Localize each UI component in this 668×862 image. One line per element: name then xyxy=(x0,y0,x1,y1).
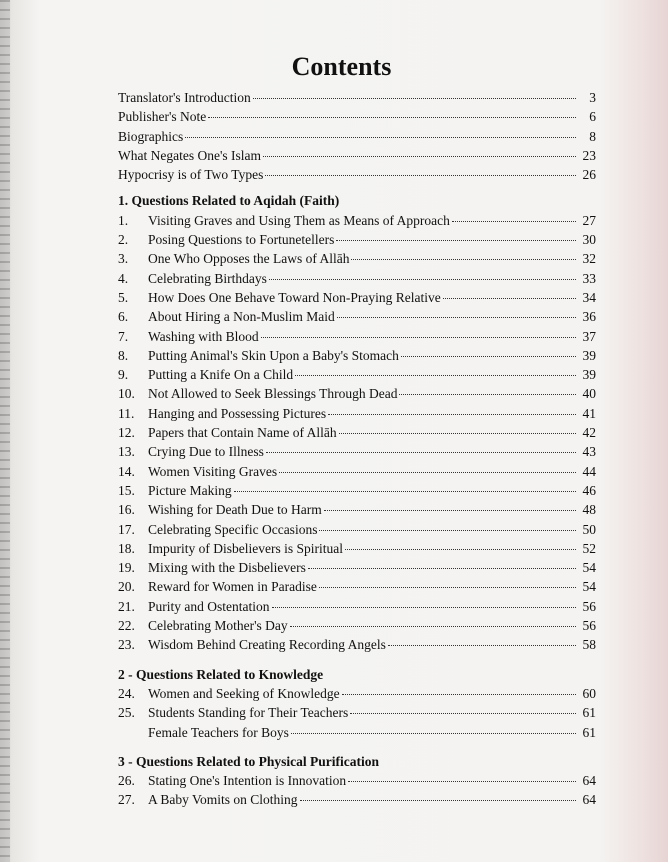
entry-title: Female Teachers for Boys xyxy=(148,724,289,740)
toc-entry xyxy=(118,288,596,307)
entry-number: 3. xyxy=(118,251,129,267)
entry-number: 25. xyxy=(118,705,135,721)
entry-title: Mixing with the Disbelievers xyxy=(148,560,306,576)
entry-title: Washing with Blood xyxy=(148,328,259,344)
dot-leader xyxy=(266,452,576,453)
dot-leader xyxy=(452,221,576,222)
entry-title: Putting a Knife On a Child xyxy=(148,367,294,383)
toc-entry xyxy=(118,327,596,346)
section-gap xyxy=(118,655,596,665)
entry-number: 26. xyxy=(118,773,135,789)
toc-entry xyxy=(118,462,596,481)
entry-title: A Baby Vomits on Clothing xyxy=(148,792,298,808)
dot-leader xyxy=(185,137,576,138)
page-number: 37 xyxy=(582,328,596,344)
page-number: 46 xyxy=(582,482,596,498)
entry-number: 9. xyxy=(118,367,129,383)
entry-number: 15. xyxy=(118,482,135,498)
dot-leader xyxy=(265,175,576,176)
entry-title: Papers that Contain Name of Allāh xyxy=(148,425,337,441)
dot-leader xyxy=(290,626,576,627)
toc-entry xyxy=(118,500,596,519)
entry-number: 2. xyxy=(118,232,129,248)
entry-title: Women Visiting Graves xyxy=(148,463,278,479)
entry-number: 11. xyxy=(118,405,135,421)
entry-number: 8. xyxy=(118,347,129,363)
entry-number: 20. xyxy=(118,579,135,595)
page-number: 44 xyxy=(582,463,596,479)
toc-entry xyxy=(118,423,596,442)
toc-entry xyxy=(118,365,596,384)
entry-title: Purity and Ostentation xyxy=(148,598,270,614)
toc-entry xyxy=(118,269,596,288)
entry-title: About Hiring a Non-Muslim Maid xyxy=(148,309,335,325)
page-number: 39 xyxy=(582,367,596,383)
dot-leader xyxy=(261,337,576,338)
page-number: 56 xyxy=(582,618,596,634)
entry-title: Translator's Introduction xyxy=(118,90,251,105)
toc-entry xyxy=(118,577,596,596)
entry-number: 17. xyxy=(118,521,135,537)
dot-leader xyxy=(253,98,576,99)
entry-title: Reward for Women in Paradise xyxy=(148,579,317,595)
dot-leader xyxy=(339,433,576,434)
dot-leader xyxy=(319,530,576,531)
page-number: 64 xyxy=(582,792,596,808)
page-number: 36 xyxy=(582,309,596,325)
entry-title: Wishing for Death Due to Harm xyxy=(148,502,322,518)
toc-entry xyxy=(118,481,596,500)
entry-title: Impurity of Disbelievers is Spiritual xyxy=(148,540,343,556)
section-gap xyxy=(118,184,596,191)
page-number: 40 xyxy=(582,386,596,402)
dot-leader xyxy=(269,279,576,280)
entry-number: 16. xyxy=(118,502,135,518)
entry-title: Publisher's Note xyxy=(118,109,207,125)
dot-leader xyxy=(337,317,576,318)
entry-number: 1. xyxy=(118,212,129,228)
section-heading: 1. Questions Related to Aqidah (Faith) xyxy=(118,193,340,209)
entry-title: Putting Animal's Skin Upon a Baby's Stomach xyxy=(148,347,399,363)
entry-title: Celebrating Birthdays xyxy=(148,270,267,286)
dot-leader xyxy=(348,781,576,782)
toc-entry xyxy=(118,723,596,742)
dot-leader xyxy=(342,694,576,695)
entry-title: Stating One's Intention is Innovation xyxy=(148,773,347,789)
entry-number: 13. xyxy=(118,444,135,460)
dot-leader xyxy=(324,510,576,511)
dot-leader xyxy=(350,713,576,714)
page-number: 61 xyxy=(582,705,596,721)
page-number: 32 xyxy=(582,251,596,267)
entry-title: Hypocrisy is of Two Types xyxy=(118,167,264,183)
toc-entry xyxy=(118,635,596,654)
page-number: 54 xyxy=(582,579,596,595)
toc-entry xyxy=(118,771,596,790)
entry-number: 19. xyxy=(118,560,135,576)
entry-title: Wisdom Behind Creating Recording Angels xyxy=(148,637,386,653)
toc-entry xyxy=(118,558,596,577)
dot-leader xyxy=(328,414,576,415)
toc-front-entry xyxy=(118,107,596,126)
toc-entry xyxy=(118,249,596,268)
entry-number: 10. xyxy=(118,386,135,402)
page-number: 34 xyxy=(582,289,596,305)
dot-leader xyxy=(291,733,576,734)
toc-front-entry xyxy=(118,127,596,146)
dot-leader xyxy=(308,568,576,569)
page-number: 43 xyxy=(582,444,596,460)
entry-title: Celebrating Mother's Day xyxy=(148,618,288,634)
entry-number: 21. xyxy=(118,598,135,614)
section-heading: 2 - Questions Related to Knowledge xyxy=(118,666,324,682)
dot-leader xyxy=(234,491,576,492)
toc-entry xyxy=(118,703,596,722)
toc-entry xyxy=(118,520,596,539)
dot-leader xyxy=(336,240,576,241)
entry-number: 22. xyxy=(118,618,135,634)
binding-edge xyxy=(0,0,10,862)
page-number: 60 xyxy=(582,685,596,701)
entry-number: 4. xyxy=(118,270,129,286)
entry-number: 12. xyxy=(118,425,135,441)
entry-title: Not Allowed to Seek Blessings Through Dead xyxy=(148,386,398,402)
entry-number: 14. xyxy=(118,463,135,479)
page-number: 61 xyxy=(582,724,596,740)
toc-entry xyxy=(118,597,596,616)
page-number: 23 xyxy=(582,147,596,163)
entry-number: 27. xyxy=(118,792,135,808)
page-number: 30 xyxy=(582,232,596,248)
dot-leader xyxy=(319,587,576,588)
dot-leader xyxy=(401,356,576,357)
dot-leader xyxy=(345,549,576,550)
page-number: 26 xyxy=(582,167,596,183)
entry-number: 23. xyxy=(118,637,135,653)
page-number: 3 xyxy=(589,90,596,105)
entry-number: 24. xyxy=(118,685,135,701)
section-heading: 3 - Questions Related to Physical Purification xyxy=(118,753,379,769)
toc-entry xyxy=(118,346,596,365)
toc-entry xyxy=(118,684,596,703)
toc-entry xyxy=(118,790,596,809)
toc-entry xyxy=(118,230,596,249)
entry-title: Students Standing for Their Teachers xyxy=(148,705,349,721)
page-title: Contents xyxy=(291,52,392,81)
page-number: 33 xyxy=(582,270,596,286)
page-number: 58 xyxy=(582,637,596,653)
toc-front-entry xyxy=(118,146,596,165)
entry-title: Biographics xyxy=(118,128,184,144)
page-number: 41 xyxy=(582,405,596,421)
section-gap xyxy=(118,742,596,752)
toc-entry xyxy=(118,404,596,423)
dot-leader xyxy=(279,472,576,473)
entry-title: How Does One Behave Toward Non-Praying Relative xyxy=(148,289,441,305)
dot-leader xyxy=(272,607,577,608)
toc-entry xyxy=(118,616,596,635)
entry-title: What Negates One's Islam xyxy=(118,147,262,163)
entry-title: Posing Questions to Fortunetellers xyxy=(148,232,335,248)
toc-entry xyxy=(118,384,596,403)
dot-leader xyxy=(263,156,576,157)
page-number: 56 xyxy=(582,598,596,614)
toc-entry xyxy=(118,211,596,230)
entry-number: 6. xyxy=(118,309,129,325)
toc-entry xyxy=(118,442,596,461)
page-number: 54 xyxy=(582,560,596,576)
page-number: 50 xyxy=(582,521,596,537)
dot-leader xyxy=(295,375,576,376)
entry-title: Visiting Graves and Using Them as Means of Approach xyxy=(148,212,450,228)
dot-leader xyxy=(300,800,576,801)
entry-title: Picture Making xyxy=(148,482,232,498)
entry-title: Hanging and Possessing Pictures xyxy=(148,405,327,421)
dot-leader xyxy=(351,259,576,260)
entry-title: Women and Seeking of Knowledge xyxy=(148,685,340,701)
dot-leader xyxy=(443,298,576,299)
table-of-contents xyxy=(118,88,596,810)
entry-number: 5. xyxy=(118,289,129,305)
page-number: 39 xyxy=(582,347,596,363)
entry-title: One Who Opposes the Laws of Allāh xyxy=(148,251,350,267)
page-number: 52 xyxy=(582,540,596,556)
page-number: 6 xyxy=(589,109,596,125)
entry-title: Celebrating Specific Occasions xyxy=(148,521,318,537)
page-number: 27 xyxy=(582,212,596,228)
page-number: 64 xyxy=(582,773,596,789)
toc-entry xyxy=(118,307,596,326)
toc-entry xyxy=(118,539,596,558)
entry-number: 7. xyxy=(118,328,129,344)
dot-leader xyxy=(208,117,576,118)
dot-leader xyxy=(399,394,576,395)
page-number: 42 xyxy=(582,425,596,441)
toc-front-entry xyxy=(118,88,596,107)
toc-front-entry xyxy=(118,165,596,184)
page-number: 48 xyxy=(582,502,596,518)
dot-leader xyxy=(388,645,576,646)
entry-title: Crying Due to Illness xyxy=(148,444,264,460)
entry-number: 18. xyxy=(118,540,135,556)
page-number: 8 xyxy=(589,128,596,144)
